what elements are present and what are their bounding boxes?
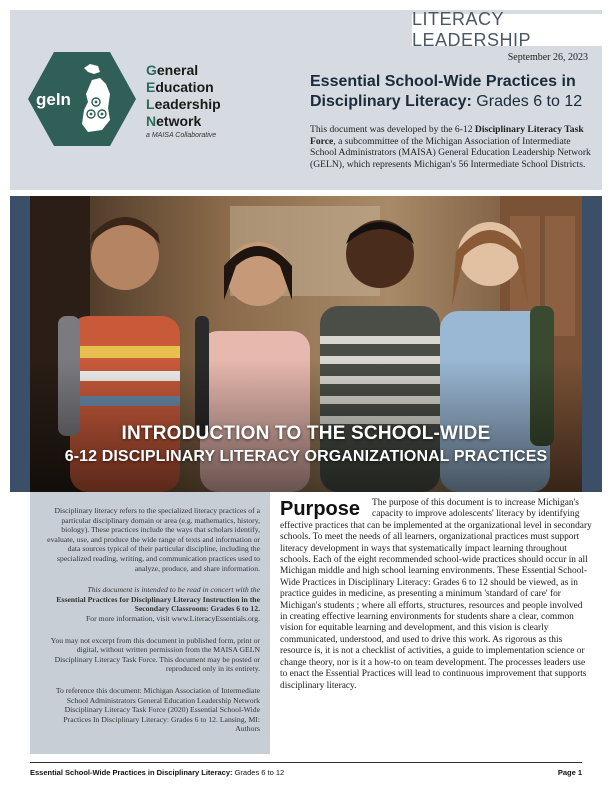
logo-line-network: Network [146, 113, 202, 129]
note-intro: This document is intended to be read in concert with the [87, 585, 260, 595]
more-info-link[interactable]: For more information, visit www.LiteracyEssentials.org. [85, 613, 260, 623]
copyright-notice: You may not excerpt from this document in published form, print or digital, without written permission from the MAISA GELN Disciplinary Literacy Task Force. This document may be posted or reproduced only in its entirety. [50, 635, 260, 674]
purpose-heading: Purpose [280, 498, 361, 520]
logo-abbr: geln [36, 90, 71, 109]
logo-tagline: a MAISA Collaborative [146, 132, 217, 139]
title-main: Essential School-Wide Practices in Disciplinary Literacy: [310, 73, 576, 110]
logo-line-leadership: Leadership [146, 96, 221, 112]
caption-line-1: INTRODUCTION TO THE SCHOOL-WIDE [121, 423, 491, 444]
reference-citation: To reference this document: Michigan Association of Intermediate School Administrators General Education Leadership Network Disciplinary Literacy Task Force (2020) Essential School-Wide Practices In Disciplinary Literacy: Grades 6 to 12. Lansing, MI: Authors [55, 685, 260, 734]
footer-document-title: Essential School-Wide Practices in Disciplinary Literacy: Grades 6 to 12 [30, 768, 285, 777]
geln-hexagon-icon [26, 50, 138, 148]
title-sub: Grades 6 to 12 [471, 93, 583, 110]
purpose-body: The purpose of this document is to increase Michigan's capacity to improve adolescents' literacy by identifying effective practices that can be implemented at the organizational level in secondary schools. To meet the needs of all learners, organizational practices must support literacy development in ways that systematically impact learning throughout schools. Each of the eight recommended school-wide practices should occur in all Michigan middle and high school learning environments. These Essential School-Wide Practices in Disciplinary Literacy: Grades 6 to 12 should be viewed, as in practice guides in medicine, as presenting a minimum 'standard of care' for Michigan's students ; where all efforts, structures, resources and people involved in creating effective learning environments for students share a clear, common vision for equitable learning and development, and this vision is clearly communicated, understood, and used to drive this work. As rigorous as this resource is, it is not a checklist of activities, a guide to implementation science or change theory, nor is it a how-to on team development. The processes leaders use to enact the Essential Practices will lead to continuous improvement that supports disciplinary literacy. [280, 498, 592, 691]
intro-paragraph: This document was developed by the 6-12 Disciplinary Literacy Task Force, a subcommittee of the Michigan Association of Intermediate School Administrators (MAISA) General Education Leadership Network (GELN), which represents Michigan's 56 Intermediate School Districts. [310, 124, 591, 170]
definition-paragraph: Disciplinary literacy refers to the specialized literacy practices of a particular disciplinary domain or area (e.g. mathematics, history, biology). These practices include the ways that scholars identify, evaluate, use, and produce the wide range of texts and information or data sources typical of their particular discipline, including the specialized reading, writing, and communication practices used to analyze, produce, and share information. [47, 506, 260, 573]
companion-document-title: Essential Practices for Disciplinary Literacy Instruction in the Secondary Classroom: Grades 6 to 12. [56, 594, 260, 614]
logo-wordmark [146, 62, 221, 139]
document-date: September 26, 2023 [507, 52, 588, 63]
literacy-leadership-banner [412, 9, 602, 50]
footer-divider [30, 762, 582, 763]
purpose-section [280, 498, 592, 692]
sidebar-panel [30, 492, 270, 754]
document-title [310, 72, 590, 112]
task-force-name: Disciplinary Literacy Task Force [310, 124, 584, 147]
logo-line-education: Education [146, 79, 214, 95]
banner-text: LITERACY LEADERSHIP [412, 9, 532, 50]
caption-line-2: 6-12 DISCIPLINARY LITERACY ORGANIZATIONAL PRACTICES [64, 448, 548, 465]
photo-caption [30, 422, 582, 468]
companion-note [40, 585, 260, 623]
geln-logo [26, 50, 138, 148]
page-number: Page 1 [557, 768, 582, 777]
logo-line-general: General [146, 62, 199, 78]
